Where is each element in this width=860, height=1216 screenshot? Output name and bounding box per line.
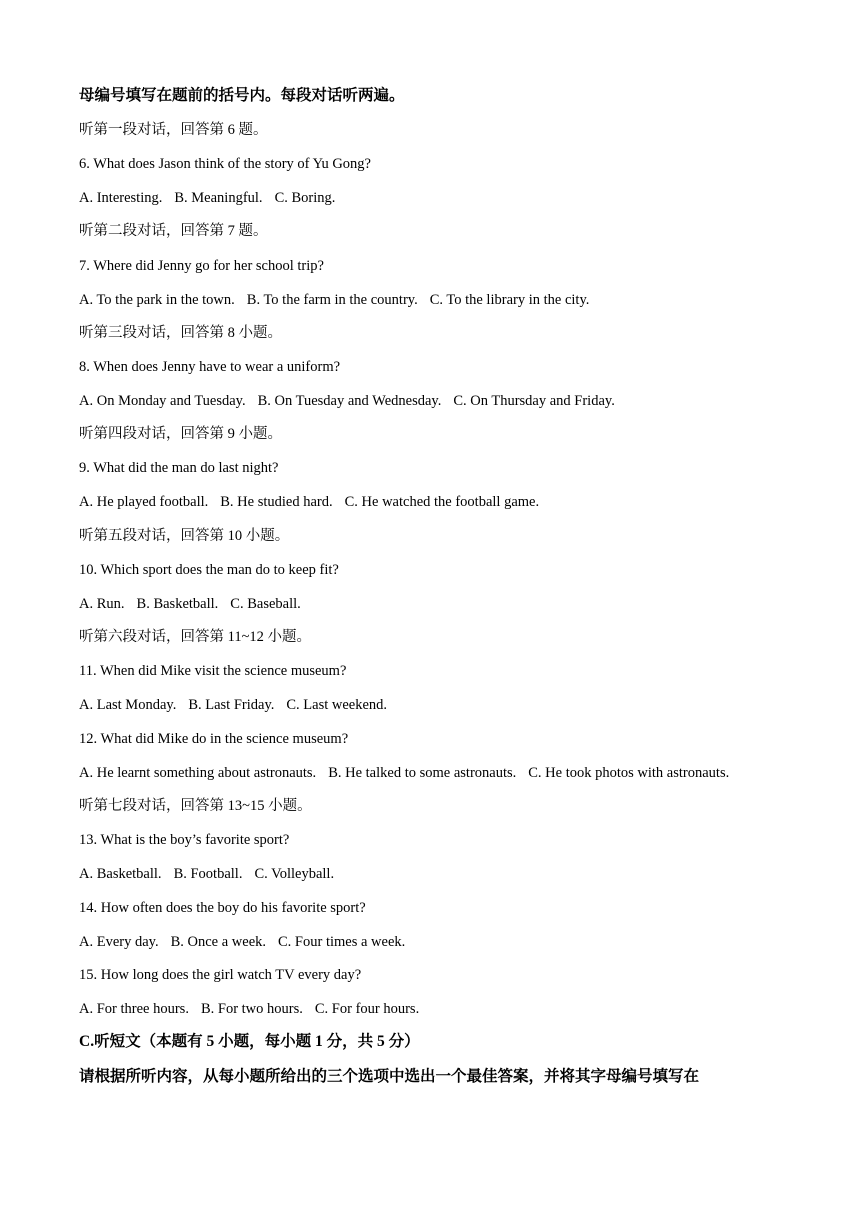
question-13-options	[79, 864, 346, 884]
option-c: C. Four times a week.	[278, 934, 406, 950]
question-11-options	[79, 695, 399, 715]
question-6-options	[79, 188, 347, 208]
dialogue-4-heading: 听第四段对话，回答第 9 小题。	[79, 426, 282, 442]
option-b: B. He talked to some astronauts.	[328, 765, 517, 781]
option-a: A. Last Monday.	[79, 697, 177, 713]
option-b: B. To the farm in the country.	[246, 292, 418, 308]
dialogue-1-heading: 听第一段对话，回答第 6 题。	[79, 122, 268, 138]
question-6: 6. What does Jason think of the story of Yu Gong?	[79, 156, 371, 172]
option-a: A. Interesting.	[79, 190, 163, 206]
option-b: B. Once a week.	[170, 934, 267, 950]
question-14-options	[79, 932, 417, 952]
option-c: C. On Thursday and Friday.	[453, 393, 615, 409]
option-a: A. On Monday and Tuesday.	[79, 393, 246, 409]
question-7-options	[79, 290, 601, 310]
question-15-options	[79, 999, 431, 1019]
question-9: 9. What did the man do last night?	[79, 460, 279, 476]
option-a: A. Run.	[79, 596, 125, 612]
question-10-options	[79, 594, 313, 614]
option-c: C. He watched the football game.	[344, 494, 540, 510]
option-b: B. Last Friday.	[188, 697, 275, 713]
option-b: B. On Tuesday and Wednesday.	[257, 393, 442, 409]
question-12-options	[79, 763, 741, 783]
dialogue-6-heading: 听第六段对话，回答第 11~12 小题。	[79, 629, 312, 645]
option-c: C. Boring.	[274, 190, 336, 206]
option-b: B. Meaningful.	[174, 190, 263, 206]
option-a: A. Basketball.	[79, 866, 162, 882]
dialogue-3-heading: 听第三段对话，回答第 8 小题。	[79, 325, 282, 341]
section-c-instruction: 请根据所听内容，从每小题所给出的三个选项中选出一个最佳答案，并将其字母编号填写在	[79, 1068, 700, 1085]
option-c: C. For four hours.	[314, 1001, 420, 1017]
option-a: A. Every day.	[79, 934, 159, 950]
question-11: 11. When did Mike visit the science museum?	[79, 663, 347, 679]
question-14: 14. How often does the boy do his favorite sport?	[79, 900, 366, 916]
option-a: A. For three hours.	[79, 1001, 189, 1017]
question-8-options	[79, 391, 627, 411]
option-c: C. He took photos with astronauts.	[528, 765, 730, 781]
option-c: C. Last weekend.	[286, 697, 388, 713]
question-7: 7. Where did Jenny go for her school trip?	[79, 258, 324, 274]
question-9-options	[79, 492, 551, 512]
option-a: A. He played football.	[79, 494, 209, 510]
question-8: 8. When does Jenny have to wear a uniform?	[79, 359, 341, 375]
question-12: 12. What did Mike do in the science museum?	[79, 731, 349, 747]
option-a: A. To the park in the town.	[79, 292, 235, 308]
option-b: B. Football.	[173, 866, 243, 882]
option-c: C. To the library in the city.	[429, 292, 590, 308]
option-c: C. Volleyball.	[254, 866, 335, 882]
option-c: C. Baseball.	[230, 596, 301, 612]
option-b: B. For two hours.	[200, 1001, 303, 1017]
option-a: A. He learnt something about astronauts.	[79, 765, 317, 781]
section-b-instruction: 母编号填写在题前的括号内。每段对话听两遍。	[79, 87, 405, 104]
question-10: 10. Which sport does the man do to keep fit?	[79, 562, 339, 578]
option-b: B. He studied hard.	[220, 494, 333, 510]
question-15: 15. How long does the girl watch TV every day?	[79, 967, 362, 983]
question-13: 13. What is the boy’s favorite sport?	[79, 832, 290, 848]
dialogue-5-heading: 听第五段对话，回答第 10 小题。	[79, 528, 290, 544]
dialogue-2-heading: 听第二段对话，回答第 7 题。	[79, 223, 268, 239]
option-b: B. Basketball.	[136, 596, 219, 612]
dialogue-7-heading: 听第七段对话，回答第 13~15 小题。	[79, 798, 312, 814]
section-c-title: C.听短文（本题有 5 小题，每小题 1 分，共 5 分）	[79, 1033, 420, 1050]
